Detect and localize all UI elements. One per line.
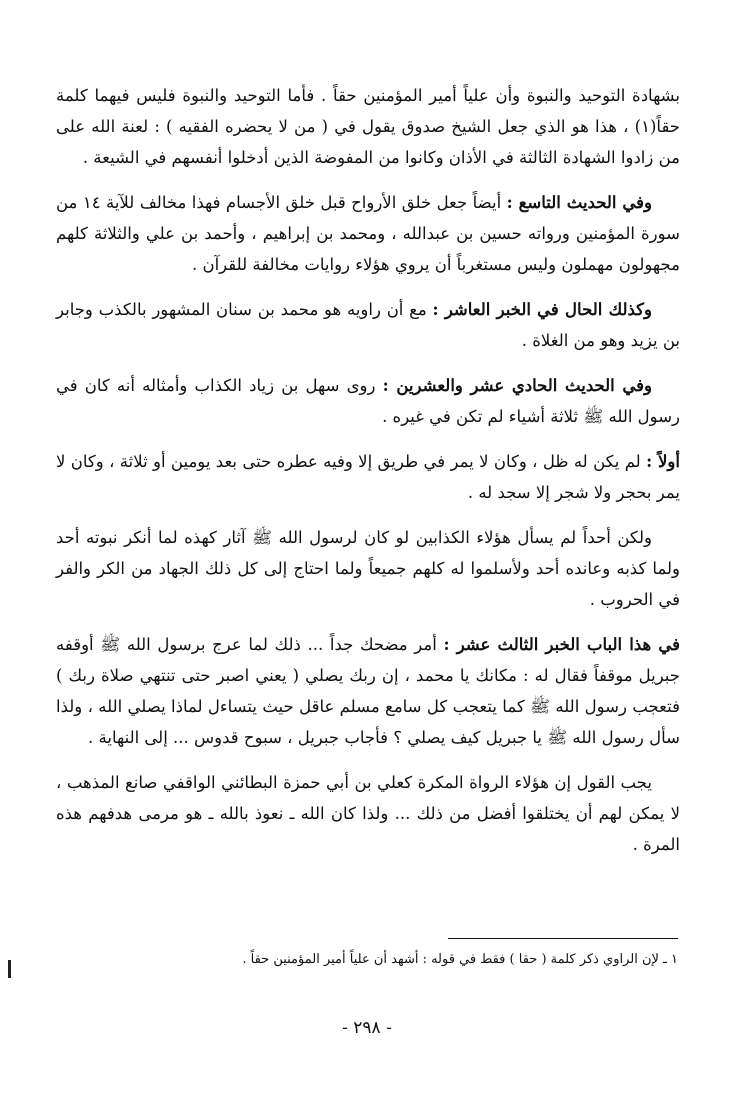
paragraph-8-text: يجب القول إن هؤلاء الرواة المكرة كعلي بن أبي حمزة البطائني الواقفي صانع المذهب ، لا يمكن لهم أن يختلقوا أفضل من ذلك ... ولذا كان الله ـ نعوذ بالله ـ هو مرمى هدفهم هذه المرة . <box>56 773 680 854</box>
paragraph-4-lead: وفي الحديث الحادي عشر والعشرين : <box>382 376 653 395</box>
paragraph-1-text: بشهادة التوحيد والنبوة وأن علياً أمير المؤمنين حقاً . فأما التوحيد والنبوة فليس فيهما كلمة حقاً(١) ، هذا هو الذي جعل الشيخ صدوق يقول في ( من لا يحضره الفقيه ) : لعنة الله على من زادوا الشهادة الثالثة في الأذان وكانوا من المفوضة الذين أدخلوا أنفسهم في الشيعة . <box>56 86 680 167</box>
paragraph-3-text: مع أن راويه هو محمد بن سنان المشهور بالكذب وجابر بن يزيد وهو من الغلاة . <box>56 300 680 350</box>
paragraph-6 <box>56 522 680 615</box>
paragraph-4 <box>56 370 680 432</box>
paragraph-2-lead: وفي الحديث التاسع : <box>506 193 652 212</box>
paragraph-2-text: أيضاً جعل خلق الأرواح قبل خلق الأجسام فهذا مخالف للآية ١٤ من سورة المؤمنين ورواته حسين بن عبدالله ، ومحمد بن إبراهيم ، وأحمد بن علي والثلاثة كلهم مجهولون مهملون وليس مستغرباً أن يروي هؤلاء روايات مخالفة للقرآن . <box>56 193 680 274</box>
paragraph-5-lead: أولاً : <box>646 452 680 471</box>
paragraph-7 <box>56 629 680 753</box>
paragraph-6-text: ولكن أحداً لم يسأل هؤلاء الكذابين لو كان لرسول الله ﷺ آثار كهذه لما أنكر نبوته أحد ولما كذبه وعانده أحد ولأسلموا له كلهم جميعاً ولما احتاج إلى كل ذلك الجهاد من الكر والفر في الحروب . <box>56 528 680 609</box>
paragraph-4-text: روى سهل بن زياد الكذاب وأمثاله أنه كان في رسول الله ﷺ ثلاثة أشياء لم تكن في غيره . <box>56 376 680 426</box>
page-body <box>56 80 680 874</box>
scan-edge-mark <box>8 960 11 978</box>
paragraph-5-text: لم يكن له ظل ، وكان لا يمر في طريق إلا وفيه عطره حتى بعد يومين أو ثلاثة ، وكان لا يمر بحجر ولا شجر إلا سجد له . <box>56 452 680 502</box>
footnote: ١ ـ لإن الراوي ذكر كلمة ( حقا ) فقط في قوله : أشهد أن علياً أمير المؤمنين حقاً . <box>242 952 678 967</box>
paragraph-3 <box>56 294 680 356</box>
paragraph-5 <box>56 446 680 508</box>
paragraph-7-lead: في هذا الباب الخبر الثالث عشر : <box>443 635 681 654</box>
paragraph-8 <box>56 767 680 860</box>
paragraph-1 <box>56 80 680 173</box>
paragraph-7-text: أمر مضحك جداً ... ذلك لما عرج برسول الله ﷺ أوقفه جبريل موقفاً فقال له : مكانك يا محمد ، إن ربك يصلي ( يعني اصبر حتى تنتهي صلاة ربك ) فتعجب رسول الله ﷺ كما يتعجب كل سامع مسلم عاقل حيث يتساءل لماذا يصلي الله ، ولذا سأل رسول الله ﷺ يا جبريل كيف يصلي ؟ فأجاب جبريل ، سبوح قدوس ... إلى النهاية . <box>56 635 680 747</box>
paragraph-3-lead: وكذلك الحال في الخبر العاشر : <box>432 300 652 319</box>
page-number: - ٢٩٨ - <box>342 1018 392 1038</box>
footnote-divider <box>448 938 678 939</box>
paragraph-2 <box>56 187 680 280</box>
